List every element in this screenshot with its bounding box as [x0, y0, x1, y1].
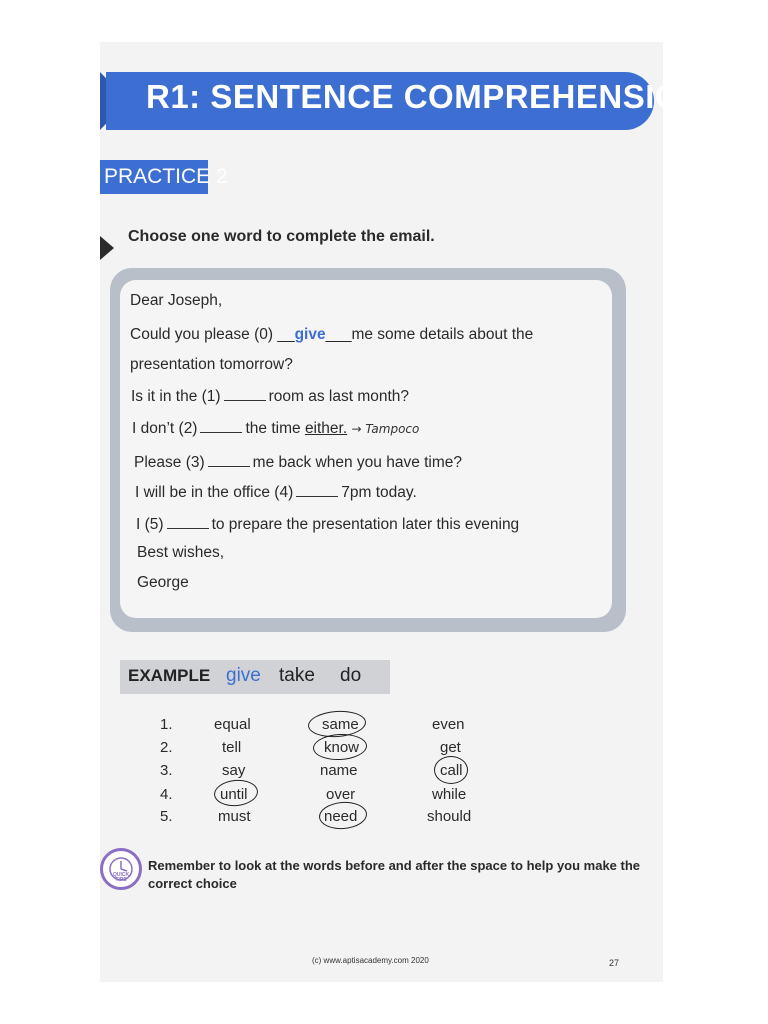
email-line-3	[134, 454, 462, 472]
tip-highlight-after: after	[415, 858, 444, 873]
email-text: me back when you have time?	[252, 454, 463, 471]
email-text: the time	[245, 420, 301, 437]
blank-5	[167, 527, 209, 529]
email-text: 7pm today.	[341, 484, 417, 501]
practice-label: PRACTICE 2	[100, 160, 208, 194]
option-b[interactable]: same	[322, 716, 359, 733]
question-number: 3.	[160, 762, 173, 779]
email-line-0	[130, 326, 533, 344]
option-c[interactable]: should	[427, 808, 472, 825]
quick-tips-label: QUICK TIPS	[112, 872, 130, 883]
option-a[interactable]: equal	[214, 716, 251, 733]
email-closing: Best wishes,	[137, 544, 225, 561]
quick-tips-icon	[100, 848, 142, 890]
instruction-text: Choose one word to complete the email.	[128, 228, 435, 245]
email-line-4	[135, 484, 417, 502]
blank-2	[200, 431, 242, 433]
tip-text	[148, 858, 640, 873]
email-text: I don’t (2)	[132, 420, 198, 437]
blank-4	[296, 495, 338, 497]
question-number: 1.	[160, 716, 173, 733]
email-signature: George	[137, 574, 189, 591]
option-b[interactable]: over	[326, 786, 356, 803]
tip-text-part: the space to help you make the	[447, 858, 641, 873]
tip-highlight-before: before	[345, 858, 385, 873]
example-option-2: take	[279, 665, 315, 686]
question-number: 5.	[160, 808, 173, 825]
instruction-arrow-icon	[100, 236, 114, 260]
example-answer: give	[294, 326, 326, 343]
tip-text-part: and	[388, 858, 412, 873]
option-a[interactable]: until	[220, 786, 248, 803]
handwritten-note: → Tampoco	[351, 422, 420, 436]
email-greeting: Dear Joseph,	[130, 292, 223, 309]
email-line-0-cont: presentation tomorrow?	[130, 356, 293, 373]
email-text: to prepare the presentation later this evening	[211, 516, 520, 533]
option-a[interactable]: say	[222, 762, 246, 779]
example-label: EXAMPLE	[128, 666, 211, 685]
option-b[interactable]: need	[324, 808, 358, 825]
option-c[interactable]: while	[432, 786, 467, 803]
option-a[interactable]: tell	[222, 739, 242, 756]
email-text: I (5)	[136, 516, 164, 533]
question-number: 2.	[160, 739, 173, 756]
footer-copyright: (c) www.aptisacademy.com 2020	[312, 956, 429, 965]
page-title: R1: SENTENCE COMPREHENSION	[146, 78, 706, 115]
email-line-2	[132, 420, 419, 438]
email-text: room as last month?	[268, 388, 410, 405]
email-text: I will be in the office (4)	[135, 484, 294, 501]
option-c[interactable]: get	[440, 739, 461, 756]
blank-1	[224, 399, 266, 401]
email-text: Could you please (0) __	[130, 326, 295, 343]
tip-text-part: Remember to look at the words	[148, 858, 342, 873]
question-number: 4.	[160, 786, 173, 803]
email-line-1	[131, 388, 409, 406]
example-option-1: give	[226, 665, 261, 686]
email-text: ___me some details about the	[325, 326, 534, 343]
email-line-5	[136, 516, 519, 534]
underlined-word: either.	[304, 420, 348, 437]
example-option-3: do	[340, 665, 362, 686]
option-c[interactable]: call	[440, 762, 463, 779]
tip-text-cont: correct choice	[148, 876, 237, 891]
email-text: Please (3)	[134, 454, 205, 471]
page-number: 27	[609, 958, 620, 968]
answer-circle	[434, 756, 468, 784]
option-b[interactable]: name	[320, 762, 358, 779]
blank-3	[208, 465, 250, 467]
option-b[interactable]: know	[324, 739, 360, 756]
option-a[interactable]: must	[218, 808, 251, 825]
option-c[interactable]: even	[432, 716, 465, 733]
email-text: Is it in the (1)	[131, 388, 221, 405]
